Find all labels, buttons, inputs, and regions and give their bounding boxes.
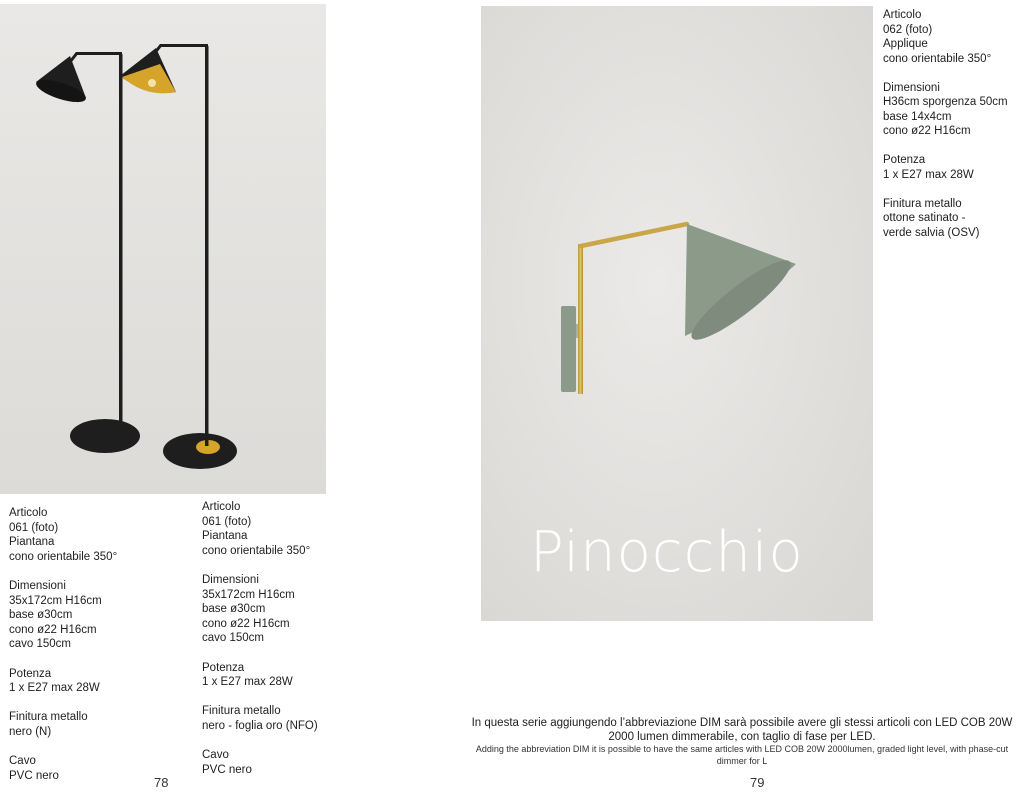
spec-line: Finitura metallo	[9, 711, 88, 724]
spec-line: Piantana	[202, 530, 248, 543]
spec-finish	[202, 704, 382, 733]
spec-line: cono orientabile 350°	[9, 550, 118, 563]
spec-line: 061 (foto)	[9, 521, 59, 534]
spec-cable	[202, 748, 382, 777]
spec-line: 35x172cm H16cm	[202, 588, 295, 601]
spec-line: Piantana	[9, 536, 55, 549]
spec-block-062	[883, 8, 1023, 255]
page-number-left: 78	[154, 775, 169, 790]
spec-line: PVC nero	[9, 769, 59, 782]
spec-line: base ø30cm	[9, 609, 73, 622]
spec-line: Articolo	[883, 9, 922, 21]
spec-line: Potenza	[202, 661, 245, 674]
spec-line: H36cm sporgenza 50cm	[883, 96, 1008, 109]
page-number-right: 79	[750, 775, 765, 790]
spec-article	[9, 506, 189, 564]
series-title: Pinocchio	[530, 520, 804, 585]
spec-line: verde salvia (OSV)	[883, 226, 980, 239]
spec-line: 1 x E27 max 28W	[9, 682, 100, 695]
spec-line: Cavo	[202, 749, 229, 762]
spec-line: 1 x E27 max 28W	[202, 676, 293, 689]
spec-line: PVC nero	[202, 763, 252, 776]
note-italian: In questa serie aggiungendo l’abbreviazione DIM sarà possibile avere gli stessi articoli con LED COB 20W 2000 lumen dimmerabile, con taglio di fase per LED.	[471, 717, 1013, 743]
spec-article	[202, 500, 382, 558]
spec-line: cono ø22 H16cm	[9, 623, 97, 636]
spec-line: Articolo	[9, 507, 48, 519]
spec-finish	[9, 710, 189, 739]
spec-block-061-black	[9, 506, 189, 798]
floor-lamps-photo	[0, 4, 326, 494]
spec-line: cono orientabile 350°	[883, 52, 992, 65]
spec-line: base 14x4cm	[883, 110, 952, 123]
note-english: Adding the abbreviation DIM it is possible to have the same articles with LED COB 20W 2000lumen, graded light level, with phase-cut dimmer for L	[475, 744, 1009, 766]
spec-line: 35x172cm H16cm	[9, 594, 102, 607]
spec-line: Dimensioni	[202, 573, 259, 586]
spec-line: base ø30cm	[202, 603, 266, 616]
spec-line: Potenza	[883, 154, 926, 167]
spec-dimensions	[9, 579, 189, 652]
spec-line: cavo 150cm	[9, 638, 72, 651]
spec-line: nero (N)	[9, 725, 52, 738]
spec-line: Cavo	[9, 755, 36, 768]
spec-power	[202, 661, 382, 690]
spec-line: cono ø22 H16cm	[202, 617, 290, 630]
spec-line: Dimensioni	[9, 579, 66, 592]
spec-line: 1 x E27 max 28W	[883, 168, 974, 181]
spec-power	[9, 667, 189, 696]
floor-lamps-illustration	[0, 4, 326, 494]
spec-line: cavo 150cm	[202, 632, 265, 645]
spec-line: cono orientabile 350°	[202, 544, 311, 557]
spec-line: 061 (foto)	[202, 515, 252, 528]
spec-line: nero - foglia oro (NFO)	[202, 719, 318, 732]
spec-line: Finitura metallo	[202, 705, 281, 718]
spec-line: ottone satinato -	[883, 212, 966, 225]
spec-block-061-gold	[202, 500, 382, 792]
spec-line: 062 (foto)	[883, 23, 933, 36]
spec-article	[883, 8, 1023, 66]
spec-finish	[883, 197, 1023, 241]
spec-line: Articolo	[202, 501, 241, 513]
spec-power	[883, 153, 1023, 182]
spec-line: Finitura metallo	[883, 197, 962, 210]
spec-dimensions	[883, 81, 1023, 139]
dim-option-note	[470, 716, 1014, 767]
spec-dimensions	[202, 573, 382, 646]
spec-line: Potenza	[9, 667, 52, 680]
spec-line: Applique	[883, 38, 928, 50]
spec-line: cono ø22 H16cm	[883, 125, 971, 138]
spec-line: Dimensioni	[883, 81, 940, 94]
